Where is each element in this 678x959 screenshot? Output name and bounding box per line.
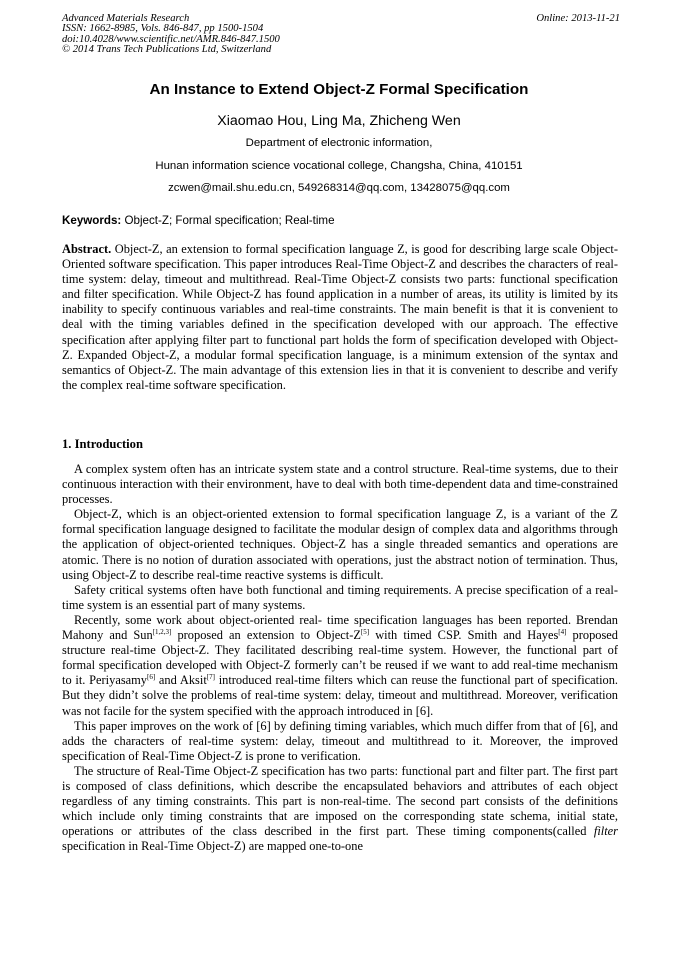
paragraph: Safety critical systems often have both functional and timing requirements. A precise specification of a real-time system is an essential part of many systems. [62,582,618,612]
journal-info [62,14,280,56]
paper-title: An Instance to Extend Object-Z Formal Specification [149,81,529,98]
paragraph-text: with timed CSP. Smith and Hayes [369,628,559,643]
citation: [5] [360,628,370,637]
abstract-text: Object-Z, an extension to formal specification language Z, is good for describing large scale Object-Oriented software specification. This paper introduces Real-Time Object-Z and describes the characters of real-time system: delay, timeout and multithread. Real-Time Object-Z consists two parts: functional specification and filter specification. While Object-Z has found application in a number of areas, its utility is limited by its inability to specify continuous variables and real-time constraints. The main benefit is that it is convenient to deal with the timing variables defined in the specification developed with our approach. The effective specification after applying filter part to functional part holds the form of specification developed with Object-Z. Expanded Object-Z, a modular formal specification language, is a minimum extension of the syntax and semantics of Object-Z. The main advantage of this extension lies in that it is convenient to describe and verify the complex real-time software specification. [62,242,618,392]
abstract-label: Abstract. [62,242,112,256]
paper-authors: Xiaomao Hou, Ling Ma, Zhicheng Wen [217,113,461,129]
keywords [62,214,335,227]
paragraph [62,764,618,855]
paragraph: This paper improves on the work of [6] by defining timing variables, which much differ from that of [6], and adds the characters of real-time system: delay, timeout and multithread to it. Moreover, the improved specification of Real-Time Object-Z is prone to verification. [62,718,618,763]
paragraph-text: proposed an extension to Object-Z [171,628,361,643]
emphasis-filter: filter [593,824,618,839]
keywords-list: Object-Z; Formal specification; Real-time [121,214,335,227]
paragraph: A complex system often has an intricate system state and a control structure. Real-time systems, due to their continuous interaction with their environment, have to deal with both time-dependent data and time-constrained processes. [62,462,618,507]
citation: [4] [558,628,567,637]
online-date: Online: 2013-11-21 [536,13,620,24]
affiliation-institution: Hunan information science vocational college, Changsha, China, 410151 [155,160,523,172]
journal-issn: ISSN: 1662-8985, Vols. 846-847, pp 1500-1504 [62,23,264,35]
journal-doi: doi:10.4028/www.scientific.net/AMR.846-847.1500 [62,33,280,45]
paragraph [62,613,618,719]
paragraph-text: specification in Real-Time Object-Z) are mapped one-to-one [62,839,363,854]
section-heading-introduction: 1. Introduction [62,437,143,451]
author-emails: zcwen@mail.shu.edu.cn, 549268314@qq.com, 13428075@qq.com [168,182,510,194]
journal-copyright: © 2014 Trans Tech Publications Ltd, Switzerland [62,44,272,56]
citation: [7] [206,673,215,682]
abstract [62,242,618,393]
paragraph-text: Recently, some work about object-oriented real- time specification languages has been reported. Brendan Mahony and Sun [62,612,618,643]
paragraph-text: The structure of Real-Time Object-Z specification has two parts: functional part and filter part. The first part is composed of class definitions, which describe the encapsulated behaviors and attributes of each object regardless of any timing constraints. This part is non-real-time. The second part consists of the definitions which include only timing constraints that are imposed on the corresponding state schema, initial state, operations or attributes of the class described in the first part. These timing components(called [62,763,618,839]
keywords-label: Keywords: [62,214,122,227]
paragraph-text: proposed structure real-time Object-Z. They facilitated describing real-time system. However, the functional part of formal specification developed with Object-Z formerly can’t be reused if we want to add real-time mechanism to it. Periyasamy [62,628,618,688]
introduction-body [62,462,618,854]
citation: [6] [146,673,156,682]
journal-name: Advanced Materials Research [62,13,190,24]
paragraph-text: and Aksit [155,673,207,688]
paragraph-text: introduced real-time filters which can reuse the functional part of specification. But they didn’t solve the problems of real-time system: delay, timeout and multithread. Moreover, verification was not facile for the system specified with the approach introduced in [6]. [62,673,619,718]
citation: [1,2,3] [152,628,172,637]
paragraph: Object-Z, which is an object-oriented extension to formal specification language Z, is a variant of the Z formal specification language designed to facilitate the modular design of complex data and algorithms through the application of object-oriented techniques. Object-Z has a single threaded semantics and operations are atomic. There is no notion of duration associated with operations, just the abstract notion of termination. Thus, using Object-Z to describe real-time reactive systems is difficult. [62,507,618,582]
affiliation-department: Department of electronic information, [245,137,433,149]
